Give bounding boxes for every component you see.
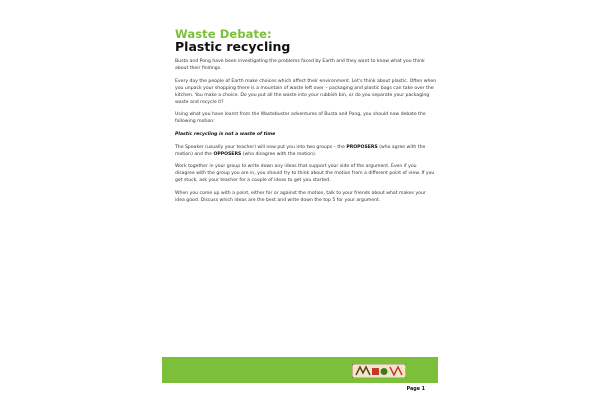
groups-text-a: The Speaker (usually your teacher) will now put you into two groups – the bbox=[175, 144, 347, 150]
document-body bbox=[175, 58, 437, 209]
intro-paragraph: Busta and Pong have been investigating the problems faced by Earth and they want to know what you think about their findings. bbox=[175, 59, 425, 71]
discussion-paragraph: When you come up with a point, either for or against the motion, talk to your friends about what makes your idea good. Discuss which ideas are the best and write down the top 5 for your argument. bbox=[175, 190, 426, 203]
opposers-label: OPPOSERS bbox=[213, 151, 242, 157]
document-page bbox=[162, 0, 438, 400]
groups-paragraph bbox=[175, 144, 437, 158]
groups-text-b: (who agree with the motion) and the bbox=[175, 144, 426, 157]
proposers-label: PROPOSERS bbox=[346, 144, 378, 150]
context-paragraph: Every day the people of Earth make choices which affect their environment. Let's think about plastic. Often when you unpack your shopping there is a mountain of waste left over – packaging and plastic bags can take over the kitchen. You make a choice. Do you put all the waste into your rubbish bin, or do you separate your packaging waste and recycle it? bbox=[175, 78, 437, 105]
wastebuster-logo bbox=[352, 364, 406, 378]
page-number: Page 1 bbox=[406, 387, 425, 392]
teamwork-paragraph: Work together in your group to write down any ideas that support your side of the argument. Even if you disagree with the group you are in, you should try to think about the motion from a different point of view. If you get stuck, ask your teacher for a couple of ideas to get you started. bbox=[175, 164, 435, 183]
document-eyebrow: Waste Debate: bbox=[175, 27, 272, 41]
debate-motion: Plastic recycling is not a waste of time bbox=[175, 131, 276, 137]
instruction-paragraph: Using what you have learnt from the Wastebuster adventures of Busta and Pong, you should now debate the following motion: bbox=[175, 112, 426, 124]
groups-text-c: (who disagree with the motion). bbox=[241, 151, 317, 157]
document-title: Plastic recycling bbox=[175, 39, 291, 54]
